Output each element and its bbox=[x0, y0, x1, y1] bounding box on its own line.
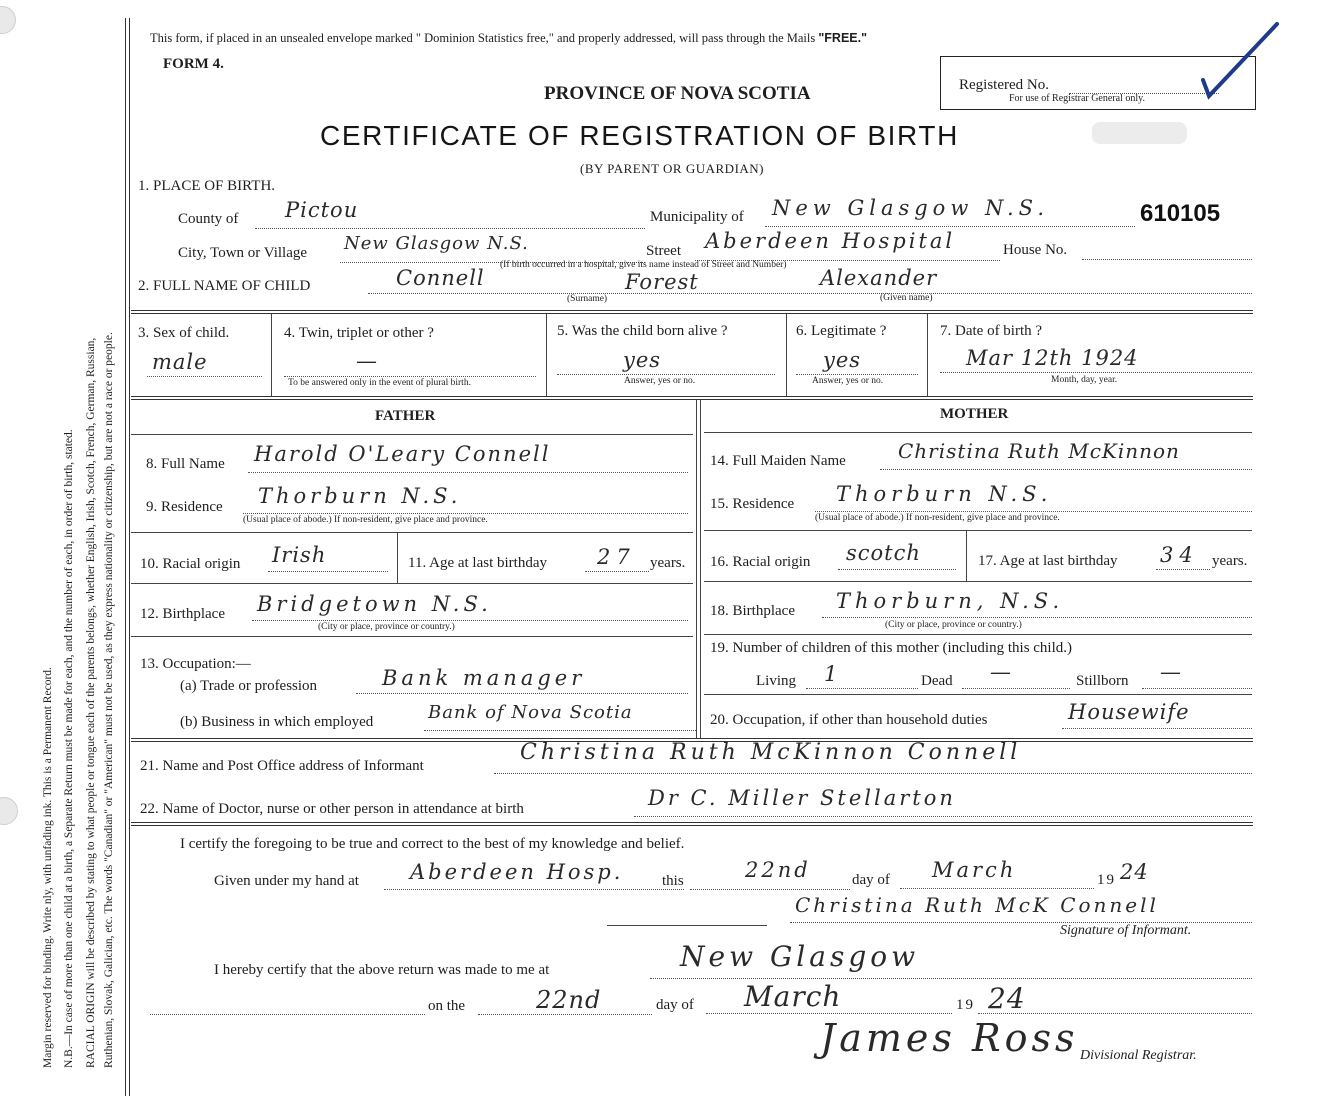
legitimate-label: 6. Legitimate ? bbox=[796, 323, 887, 339]
punch-hole-bottom bbox=[0, 797, 18, 825]
city-label: City, Town or Village bbox=[178, 245, 308, 261]
registrar-statement: I hereby certify that the above return was made to me at bbox=[214, 962, 550, 978]
house-no-label: House No. bbox=[1003, 242, 1068, 258]
redaction-smudge bbox=[1092, 122, 1187, 144]
row3-divider-4 bbox=[927, 314, 928, 396]
doctor-value: Dr C. Miller Stellarton bbox=[648, 786, 956, 810]
alive-note: Answer, yes or no. bbox=[624, 376, 696, 386]
check-stroke bbox=[1203, 24, 1277, 96]
signature-label: Signature of Informant. bbox=[1060, 923, 1192, 938]
margin-note-3: RACIAL ORIGIN will be described by stating to what people or tongue each of the parents belongs, whether English, Irish, Scotch, French, German, Russian, bbox=[85, 337, 97, 1068]
father-birthplace-value: Bridgetown N.S. bbox=[257, 592, 492, 616]
doctor-label: 22. Name of Doctor, nurse or other person in attendance at birth bbox=[140, 801, 524, 817]
this-label: this bbox=[662, 873, 684, 889]
province-heading: PROVINCE OF NOVA SCOTIA bbox=[544, 83, 811, 104]
row3-divider-1 bbox=[271, 314, 272, 396]
father-years-label: years. bbox=[650, 555, 686, 571]
father-racial-line bbox=[268, 571, 388, 572]
dob-line bbox=[940, 372, 1252, 373]
signature-left-line bbox=[607, 925, 767, 926]
dob-label: 7. Date of birth ? bbox=[940, 323, 1043, 339]
municipality-value: New Glasgow N.S. bbox=[772, 196, 1049, 220]
certify-month-line bbox=[900, 888, 1094, 889]
child-surname-value: Connell bbox=[396, 266, 485, 290]
father-trade-value: Bank manager bbox=[382, 666, 586, 690]
legitimate-value: yes bbox=[823, 348, 862, 372]
blue-check-mark bbox=[1195, 18, 1285, 103]
margin-note-1: Margin reserved for binding. Write nly, with unfading ink. This is a Permanent Record. bbox=[42, 667, 54, 1068]
row3-divider-2 bbox=[546, 314, 547, 396]
county-line bbox=[255, 228, 645, 229]
registrar-month-line bbox=[706, 1013, 952, 1014]
father-occupation-label: 13. Occupation:— bbox=[140, 656, 251, 672]
father-racial-divider bbox=[397, 533, 398, 583]
alive-label: 5. Was the child born alive ? bbox=[557, 323, 728, 339]
stillborn-line bbox=[1142, 688, 1252, 689]
mail-notice: This form, if placed in an unsealed envelope marked " Dominion Statistics free," and properly addressed, will pass through the Mails "FREE." bbox=[150, 31, 868, 45]
mother-birthplace-label: 18. Birthplace bbox=[710, 603, 795, 619]
mother-name-label: 14. Full Maiden Name bbox=[710, 453, 846, 469]
mother-occupation-line bbox=[1062, 728, 1252, 729]
registrar-year-prefix: 19 bbox=[956, 997, 975, 1013]
father-age-line bbox=[585, 571, 649, 572]
twin-value: — bbox=[356, 349, 378, 373]
father-name-label: 8. Full Name bbox=[146, 456, 225, 472]
father-racial-label: 10. Racial origin bbox=[140, 556, 241, 572]
sex-label: 3. Sex of child. bbox=[138, 325, 230, 341]
father-racial-value: Irish bbox=[272, 543, 327, 567]
mother-occupation-label: 20. Occupation, if other than household duties bbox=[710, 712, 988, 728]
punch-hole-top bbox=[0, 6, 16, 34]
mother-heading: MOTHER bbox=[940, 406, 1009, 422]
certify-year-prefix: 19 bbox=[1097, 872, 1116, 888]
legitimate-line bbox=[796, 374, 918, 375]
father-age-label: 11. Age at last birthday bbox=[408, 555, 547, 571]
father-rule-2 bbox=[131, 583, 693, 584]
registrar-day-value: 22nd bbox=[536, 986, 602, 1014]
living-line bbox=[806, 688, 918, 689]
father-rule-3 bbox=[131, 636, 693, 637]
child-given-value-1: Forest bbox=[625, 270, 699, 294]
mother-name-value: Christina Ruth McKinnon bbox=[898, 439, 1180, 463]
row3-divider-3 bbox=[786, 314, 787, 396]
registrar-day-line bbox=[478, 1014, 652, 1015]
mother-racial-label: 16. Racial origin bbox=[710, 554, 811, 570]
father-business-line bbox=[424, 730, 696, 731]
legitimate-note: Answer, yes or no. bbox=[812, 376, 884, 386]
certify-day-of: day of bbox=[852, 872, 890, 888]
surname-note: (Surname) bbox=[567, 294, 608, 304]
father-birthplace-note: (City or place, province or country.) bbox=[318, 622, 455, 632]
hospital-note: (If birth occurred in a hospital, give its name instead of Street and Number) bbox=[500, 260, 787, 270]
mother-birthplace-line bbox=[822, 617, 1252, 618]
county-value: Pictou bbox=[285, 198, 359, 222]
father-residence-line bbox=[243, 513, 688, 514]
alive-value: yes bbox=[623, 348, 662, 372]
registrar-signature-label: Divisional Registrar. bbox=[1080, 1048, 1197, 1063]
informant-label: 21. Name and Post Office address of Informant bbox=[140, 758, 424, 774]
father-business-label: (b) Business in which employed bbox=[180, 714, 374, 730]
mother-age-line bbox=[1156, 569, 1210, 570]
alive-line bbox=[557, 374, 775, 375]
mother-rule-1 bbox=[704, 530, 1252, 531]
dob-note: Month, day, year. bbox=[1051, 375, 1118, 385]
father-residence-note: (Usual place of abode.) If non-resident, give place and province. bbox=[243, 515, 488, 525]
father-age-value: 27 bbox=[597, 545, 636, 569]
municipality-label: Municipality of bbox=[650, 209, 744, 225]
doctor-line bbox=[634, 816, 1252, 817]
margin-note-2: N.B.—In case of more than one child at a birth, a Separate Return must be made for each, and the number of each, in order of birth, stated. bbox=[63, 429, 75, 1068]
father-name-line bbox=[248, 472, 688, 473]
twin-note: To be answered only in the event of plural birth. bbox=[288, 378, 471, 388]
mother-children-label: 19. Number of children of this mother (including this child.) bbox=[710, 640, 1073, 656]
living-label: Living bbox=[756, 673, 796, 689]
mother-years-label: years. bbox=[1212, 553, 1248, 569]
stamp-number: 610105 bbox=[1140, 200, 1221, 227]
place-of-birth-heading: 1. PLACE OF BIRTH. bbox=[138, 178, 276, 194]
dead-label: Dead bbox=[921, 673, 953, 689]
dead-line bbox=[962, 688, 1070, 689]
father-business-value: Bank of Nova Scotia bbox=[428, 702, 633, 723]
mother-residence-value: Thorburn N.S. bbox=[836, 482, 1053, 506]
mother-name-line bbox=[880, 469, 1252, 470]
registrar-signature: James Ross bbox=[820, 1016, 1079, 1060]
mother-age-value: 34 bbox=[1160, 543, 1199, 567]
mail-free: "FREE." bbox=[818, 31, 868, 45]
father-birthplace-line bbox=[252, 620, 688, 621]
father-birthplace-label: 12. Birthplace bbox=[140, 606, 225, 622]
sex-line bbox=[147, 376, 262, 377]
registrar-place-value: New Glasgow bbox=[680, 940, 920, 973]
street-value: Aberdeen Hospital bbox=[705, 229, 956, 253]
mother-residence-label: 15. Residence bbox=[710, 496, 795, 512]
mother-heading-rule bbox=[704, 432, 1252, 433]
twin-label: 4. Twin, triplet or other ? bbox=[284, 325, 434, 341]
certificate-subtitle: (BY PARENT OR GUARDIAN) bbox=[580, 161, 765, 176]
mother-rule-4 bbox=[704, 694, 1252, 695]
dob-value: Mar 12th 1924 bbox=[966, 346, 1139, 370]
divider-after-doctor bbox=[131, 822, 1253, 826]
registrar-left-line bbox=[150, 1014, 425, 1015]
child-name-label: 2. FULL NAME OF CHILD bbox=[138, 278, 311, 294]
registrar-day-of: day of bbox=[656, 997, 694, 1013]
mother-racial-divider bbox=[966, 531, 967, 581]
stillborn-value: — bbox=[1160, 660, 1182, 684]
binding-line-2 bbox=[129, 18, 130, 1096]
house-no-line bbox=[1082, 259, 1252, 260]
mother-occupation-value: Housewife bbox=[1068, 700, 1190, 724]
divider-after-row3 bbox=[131, 396, 1253, 400]
registrar-month-value: March bbox=[744, 980, 842, 1013]
father-name-value: Harold O'Leary Connell bbox=[254, 442, 551, 466]
father-heading-rule bbox=[131, 434, 693, 435]
mother-birthplace-note: (City or place, province or country.) bbox=[885, 620, 1022, 630]
father-heading: FATHER bbox=[375, 408, 436, 424]
form-number: FORM 4. bbox=[163, 56, 224, 72]
mother-age-label: 17. Age at last birthday bbox=[978, 553, 1118, 569]
living-value: 1 bbox=[824, 662, 839, 686]
father-trade-line bbox=[356, 693, 688, 694]
given-name-note: (Given name) bbox=[880, 293, 933, 303]
parents-divider-1 bbox=[696, 400, 697, 738]
child-name-line bbox=[368, 293, 1252, 294]
parents-divider-2 bbox=[700, 400, 701, 738]
street-label: Street bbox=[646, 243, 681, 259]
father-residence-value: Thorburn N.S. bbox=[258, 484, 462, 508]
dead-value: — bbox=[990, 660, 1012, 684]
city-value: New Glasgow N.S. bbox=[344, 233, 529, 254]
certify-statement: I certify the foregoing to be true and correct to the best of my knowledge and belief. bbox=[180, 836, 685, 852]
certify-day-value: 22nd bbox=[745, 858, 811, 882]
binding-line-1 bbox=[125, 18, 126, 1096]
child-given-value-2: Alexander bbox=[820, 266, 938, 290]
mother-racial-value: scotch bbox=[846, 541, 921, 565]
informant-value: Christina Ruth McKinnon Connell bbox=[520, 740, 1022, 765]
registrar-use-note: For use of Registrar General only. bbox=[1009, 93, 1145, 104]
stillborn-label: Stillborn bbox=[1076, 673, 1129, 689]
mother-rule-3 bbox=[704, 634, 1252, 635]
certify-day-line bbox=[690, 889, 850, 890]
registrar-on-the: on the bbox=[428, 998, 466, 1014]
certify-year-value: 24 bbox=[1120, 860, 1149, 884]
sex-value: male bbox=[152, 350, 208, 374]
mother-rule-2 bbox=[704, 581, 1252, 582]
mother-residence-line bbox=[815, 511, 1252, 512]
given-label: Given under my hand at bbox=[214, 873, 359, 889]
registrar-place-line bbox=[650, 978, 1252, 979]
registered-no-label: Registered No. bbox=[959, 77, 1049, 93]
given-place-line bbox=[384, 889, 684, 890]
informant-signature: Christina Ruth McK Connell bbox=[795, 893, 1159, 917]
certificate-title: CERTIFICATE OF REGISTRATION OF BIRTH bbox=[320, 120, 959, 151]
mother-birthplace-value: Thorburn, N.S. bbox=[836, 589, 1065, 613]
twin-line bbox=[284, 376, 536, 377]
given-place-value: Aberdeen Hosp. bbox=[410, 860, 624, 884]
county-label: County of bbox=[178, 211, 239, 227]
mother-racial-line bbox=[838, 569, 956, 570]
margin-note-4: Ruthenian, Slovak, Galician, etc. The words "Canadian" or "American" must not be used, as they express nationality or citizenship, but are not a race or people. bbox=[103, 332, 115, 1068]
mother-residence-note: (Usual place of abode.) If non-resident, give place and province. bbox=[815, 513, 1060, 523]
father-residence-label: 9. Residence bbox=[146, 499, 223, 515]
divider-after-name bbox=[131, 310, 1253, 314]
father-rule-1 bbox=[131, 532, 693, 533]
registrar-year-value: 24 bbox=[988, 982, 1026, 1015]
certify-month-value: March bbox=[932, 858, 1017, 882]
informant-line bbox=[494, 773, 1252, 774]
father-trade-label: (a) Trade or profession bbox=[180, 678, 318, 694]
municipality-line bbox=[765, 226, 1135, 227]
